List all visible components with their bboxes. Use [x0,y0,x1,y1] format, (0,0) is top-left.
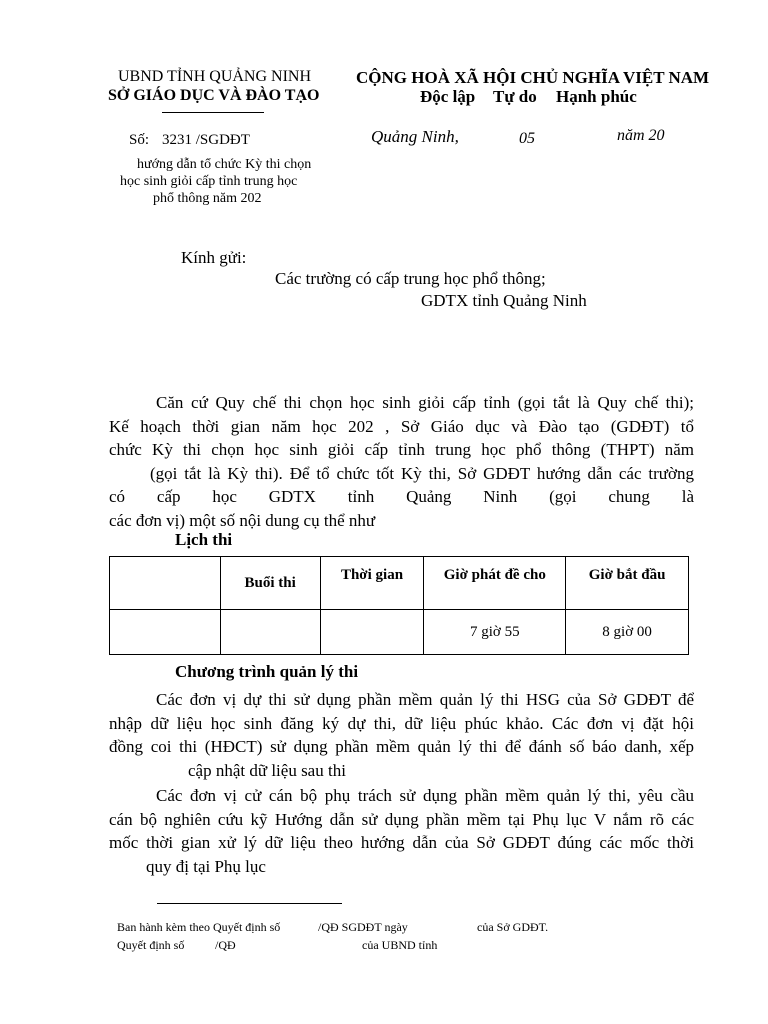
table-cell: 8 giờ 00 [566,610,689,655]
subject-line-2: học sinh giỏi cấp tỉnh trung học [120,174,298,189]
table-header-cell [110,557,221,610]
table-header-row [110,557,689,610]
doc-number-label: Số: [129,132,150,148]
footnote-1b: /QĐ SGDĐT ngày [318,920,408,934]
motto-3: Hạnh phúc [556,87,637,106]
para2-line-1: Các đơn vị dự thi sử dụng phần mềm quản lý thi HSG của Sở GDĐT để [156,690,694,709]
table-cell: 7 giờ 55 [424,610,566,655]
table-cell [220,610,320,655]
para2-line-3: đồng coi thi (HĐCT) sử dụng phần mềm quản lý thi để đánh số báo danh, xếp [109,737,694,756]
table-row [110,610,689,655]
section-title-software: Chương trình quản lý thi [175,662,359,681]
motto-2: Tự do [493,87,537,106]
subject-line-1: hướng dẫn tổ chức Kỳ thi chọn [137,157,312,172]
recipient-2: GDTX tỉnh Quảng Ninh [421,291,587,310]
para2-line-4: cập nhật dữ liệu sau thi [188,760,346,780]
schedule-table [109,556,689,655]
doc-day: 05 [519,130,535,147]
para3-line-3: mốc thời gian xử lý dữ liệu theo hướng dẫn của Sở GDĐT đúng các mốc thời [109,833,694,852]
doc-place: Quảng Ninh, [371,127,459,146]
table-cell [110,610,221,655]
subject-line-3: phổ thông năm 202 [153,191,262,206]
para3-line-1: Các đơn vị cử cán bộ phụ trách sử dụng phần mềm quản lý thi, yêu cầu [156,786,694,805]
table-cell [320,610,424,655]
footnote-2a: Quyết định số [117,938,185,952]
intro-line-1: Căn cứ Quy chế thi chọn học sinh giỏi cấp tỉnh (gọi tắt là Quy chế thi); [156,393,694,412]
table-header-cell: Giờ phát đề cho [424,557,566,610]
para3-line-4: quy đị tại Phụ lục [146,856,266,876]
footnote-2b: /QĐ [215,938,236,952]
doc-number: 3231 /SGDĐT [162,132,250,148]
paragraph-staff [109,784,694,878]
org-underline [162,112,264,113]
intro-line-5: có cấp học GDTX tỉnh Quảng Ninh (gọi chung là [109,487,694,506]
org-line1: UBND TỈNH QUẢNG NINH [118,68,312,85]
doc-year: năm 20 [617,127,665,144]
para2-line-2: nhập dữ liệu học sinh đăng ký dự thi, dữ liệu phúc khảo. Các đơn vị đặt hội [109,713,694,733]
footnote-1c: của Sở GDĐT. [477,920,549,934]
intro-line-4: (gọi tắt là Kỳ thi). Để tổ chức tốt Kỳ thi, Sở GDĐT hướng dẫn các trường [150,463,694,483]
table-header-cell: Buổi thi [220,557,320,610]
motto-1: Độc lập [420,87,476,106]
recipient-1: Các trường có cấp trung học phổ thông; [275,269,546,288]
footnote-2c: của UBND tỉnh [362,938,438,952]
section-title-schedule: Lịch thi [175,530,233,549]
intro-paragraph [109,391,694,532]
footnote-separator [157,903,342,904]
intro-line-3: chức Kỳ thi chọn học sinh giỏi cấp tỉnh trung học phổ thông (THPT) năm [109,440,694,459]
para3-line-2: cán bộ nghiên cứu kỹ Hướng dẫn sử dụng phần mềm tại Phụ lục V nắm rõ các [109,809,694,829]
org-line2: SỞ GIÁO DỤC VÀ ĐÀO TẠO [108,87,320,104]
nation-title: CỘNG HOÀ XÃ HỘI CHỦ NGHĨA VIỆT NAM [356,68,710,87]
paragraph-software [109,688,694,782]
footnote-1a: Ban hành kèm theo Quyết định số [117,920,281,934]
table-header-cell: Thời gian [320,557,424,610]
intro-line-2: Kế hoạch thời gian năm học 202 , Sở Giáo dục và Đào tạo (GDĐT) tổ [109,416,694,436]
recipients-label: Kính gửi: [181,248,247,267]
intro-line-6: các đơn vị) một số nội dung cụ thể như [109,510,376,530]
table-header-cell: Giờ bắt đầu [566,557,689,610]
